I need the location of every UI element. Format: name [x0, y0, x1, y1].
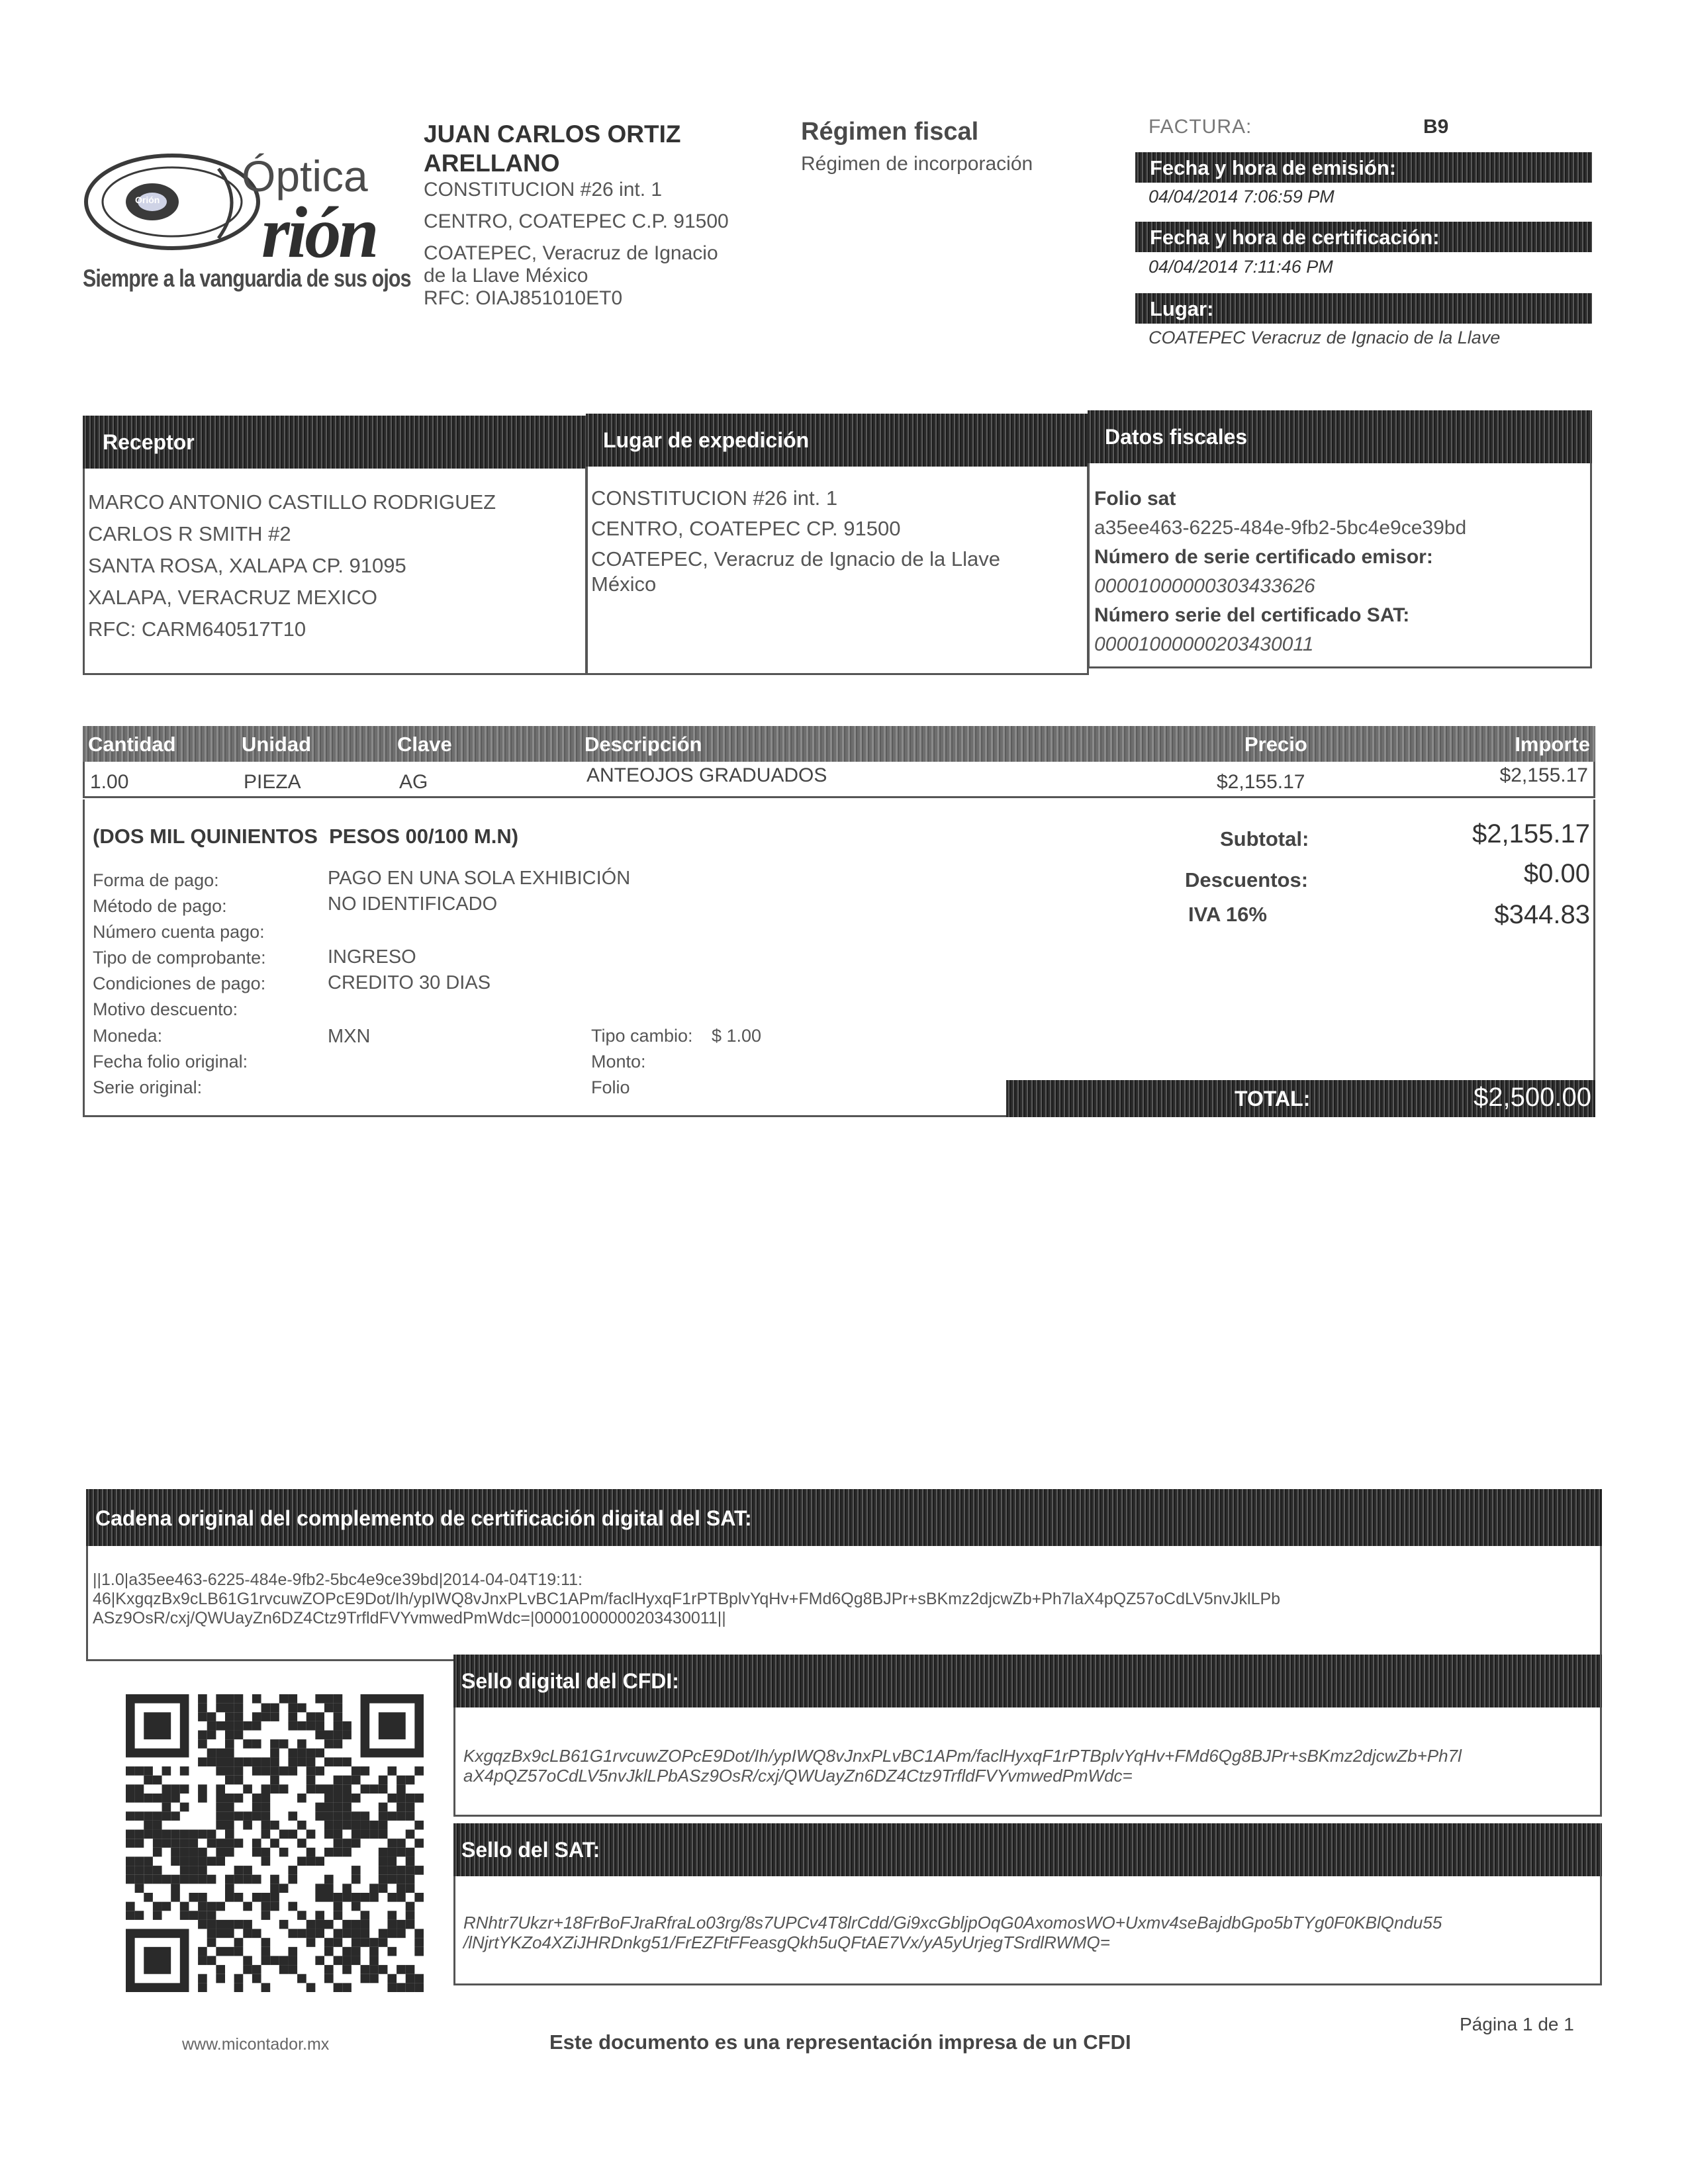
issuer-rfc: RFC: OIAJ851010ET0	[424, 287, 623, 309]
total-value: $2,500.00	[1474, 1083, 1591, 1112]
motivo-descuento-label: Motivo descuento:	[93, 999, 238, 1019]
issuer-address-line1: CONSTITUCION #26 int. 1	[424, 179, 663, 201]
logo-badge-text: Orión	[135, 195, 160, 205]
forma-pago-label: Forma de pago:	[93, 870, 219, 890]
condiciones-label: Condiciones de pago:	[93, 974, 266, 993]
serie-sat-value: 00001000000203430011	[1094, 633, 1314, 655]
logo-brand-top: Óptica	[242, 152, 368, 201]
serie-emisor-value: 00001000000303433626	[1094, 575, 1315, 597]
descuentos-value: $0.00	[1523, 859, 1590, 888]
amount-in-words: (DOS MIL QUINIENTOS PESOS 00/100 M.N)	[93, 825, 519, 848]
regimen-block	[801, 118, 1132, 175]
sello-cfdi-line1: KxgqzBx9cLB61G1rvcuwZOPcE9Dot/Ih/ypIWQ8vJnxPLvBC1APm/faclHyxqF1rPTBplvYqHv+FMd6Qg8BJPr+sBKmz2djcwZb+Ph7l	[463, 1746, 1462, 1766]
receptor-colony: SANTA ROSA, XALAPA CP. 91095	[88, 554, 406, 577]
total-label: TOTAL:	[1235, 1087, 1311, 1111]
expedicion-colony: CENTRO, COATEPEC CP. 91500	[591, 517, 901, 540]
expedicion-title: Lugar de expedición	[603, 428, 810, 452]
serie-original-label: Serie original:	[93, 1077, 203, 1097]
fecha-folio-label: Fecha folio original:	[93, 1052, 248, 1071]
regimen-title: Régimen fiscal	[801, 118, 979, 146]
issuer-block	[424, 120, 794, 310]
descuentos-label: Descuentos:	[1185, 868, 1309, 891]
issuer-address-line4: de la Llave México	[424, 265, 588, 287]
cadena-title: Cadena original del complemento de certificación digital del SAT:	[95, 1506, 752, 1530]
col-cantidad: Cantidad	[88, 733, 176, 756]
datos-fiscales-lines	[1094, 484, 1466, 659]
sello-cfdi-header	[453, 1655, 1602, 1707]
iva-value: $344.83	[1494, 900, 1590, 929]
subtotal-value: $2,155.17	[1472, 819, 1590, 848]
lugar-value: COATEPEC Veracruz de Ignacio de la Llave	[1149, 328, 1501, 347]
row-precio: $2,155.17	[1217, 771, 1305, 793]
cuenta-pago-label: Número cuenta pago:	[93, 922, 265, 942]
factura-number: B9	[1423, 116, 1449, 138]
datos-fiscales-title: Datos fiscales	[1105, 425, 1248, 449]
col-importe: Importe	[1515, 733, 1590, 756]
items-table-header	[83, 726, 1595, 762]
receptor-rfc: RFC: CARM640517T10	[88, 617, 306, 641]
iva-label: IVA 16%	[1188, 903, 1267, 926]
tipo-comprobante-label: Tipo de comprobante:	[93, 948, 266, 968]
expedicion-city: COATEPEC, Veracruz de Ignacio de la Llave	[591, 547, 1001, 570]
receptor-lines	[88, 486, 496, 645]
cadena-line3: ASz9OsR/cxj/QWUayZn6DZ4Ctz9TrfldFVYvmwedPmWdc=|00001000000203430011||	[93, 1609, 726, 1627]
issuer-address-line3: COATEPEC, Veracruz de Ignacio	[424, 242, 718, 264]
condiciones-value: CREDITO 30 DIAS	[328, 972, 491, 993]
qr-code	[126, 1694, 424, 1992]
metodo-pago-value: NO IDENTIFICADO	[328, 893, 498, 915]
cadena-line1: ||1.0|a35ee463-6225-484e-9fb2-5bc4e9ce39bd|2014-04-04T19:11:	[93, 1570, 583, 1589]
col-unidad: Unidad	[242, 733, 312, 756]
receptor-header	[83, 416, 587, 469]
receptor-city: XALAPA, VERACRUZ MEXICO	[88, 586, 377, 609]
footer-website: www.micontador.mx	[182, 2035, 330, 2054]
emision-header	[1135, 152, 1592, 183]
col-descripcion: Descripción	[585, 733, 702, 756]
issuer-name-line1: JUAN CARLOS ORTIZ	[424, 120, 681, 148]
serie-sat-label: Número serie del certificado SAT:	[1094, 604, 1410, 626]
certificacion-label: Fecha y hora de certificación:	[1150, 226, 1440, 249]
logo-slogan: Siempre a la vanguardia de sus ojos	[83, 265, 411, 292]
folio-sat-value: a35ee463-6225-484e-9fb2-5bc4e9ce39bd	[1094, 517, 1467, 539]
forma-pago-value: PAGO EN UNA SOLA EXHIBICIÓN	[328, 868, 631, 889]
monto-label: Monto:	[591, 1052, 646, 1071]
row-importe: $2,155.17	[1499, 764, 1588, 786]
regimen-value: Régimen de incorporación	[801, 153, 1033, 175]
total-bar	[1006, 1080, 1595, 1117]
emision-label: Fecha y hora de emisión:	[1150, 156, 1397, 179]
expedicion-street: CONSTITUCION #26 int. 1	[591, 486, 838, 510]
receptor-street: CARLOS R SMITH #2	[88, 522, 291, 545]
qr-code-icon	[126, 1694, 424, 1992]
row-clave: AG	[399, 771, 428, 793]
lugar-label: Lugar:	[1150, 297, 1214, 320]
cadena-line2: 46|KxgqzBx9cLB61G1rvcuwZOPcE9Dot/Ih/ypIWQ8vJnxPLvBC1APm/faclHyxqF1rPTBplvYqHv+FMd6Qg8BJPr+sBKmz2djcwZb+Ph7laX4pQZ57oCdLV5nvJklLPb	[93, 1590, 1281, 1608]
issuer-name-line2: ARELLANO	[424, 150, 560, 177]
sello-cfdi-text	[463, 1746, 1462, 1786]
moneda-label: Moneda:	[93, 1026, 163, 1046]
metodo-pago-label: Método de pago:	[93, 896, 227, 916]
receptor-name: MARCO ANTONIO CASTILLO RODRIGUEZ	[88, 490, 496, 514]
cadena-header	[86, 1489, 1602, 1546]
sello-cfdi-title: Sello digital del CFDI:	[461, 1669, 679, 1693]
footer-page: Página 1 de 1	[1460, 2014, 1574, 2034]
emision-value: 04/04/2014 7:06:59 PM	[1149, 187, 1335, 206]
cadena-text	[93, 1570, 1280, 1628]
serie-emisor-label: Número de serie certificado emisor:	[1094, 546, 1433, 568]
sello-sat-title: Sello del SAT:	[461, 1838, 600, 1862]
issuer-address-line2: CENTRO, COATEPEC C.P. 91500	[424, 210, 729, 232]
tipo-comprobante-value: INGRESO	[328, 946, 416, 968]
factura-label: FACTURA:	[1149, 116, 1252, 138]
folio-label: Folio	[591, 1077, 630, 1097]
sello-sat-header	[453, 1823, 1602, 1876]
lugar-header	[1135, 293, 1592, 324]
footer-disclaimer: Este documento es una representación impresa de un CFDI	[549, 2030, 1131, 2054]
sello-cfdi-line2: aX4pQZ57oCdLV5nvJklLPbASz9OsR/cxj/QWUayZn6DZ4Ctz9TrfldFVYvmwedPmWdc=	[463, 1766, 1133, 1786]
receptor-title: Receptor	[103, 430, 195, 454]
sello-sat-text	[463, 1913, 1442, 1952]
row-descripcion: ANTEOJOS GRADUADOS	[586, 764, 827, 786]
sello-sat-line1: RNhtr7Ukzr+18FrBoFJraRfraLo03rg/8s7UPCv4T8lrCdd/Gi9xcGbljpOqG0AxomosWO+Uxmv4seBajdbGpo5bTYg0F0KBlQndu55	[463, 1913, 1442, 1933]
expedicion-lines	[591, 483, 1000, 594]
datos-fiscales-header	[1088, 410, 1592, 463]
tipo-cambio-value: $ 1.00	[712, 1026, 762, 1046]
tipo-cambio-label: Tipo cambio:	[591, 1026, 693, 1046]
sello-sat-line2: /lNjrtYKZo4XZiJHRDnkg51/FrEZFtFFeasgQkh5uQFtAE7Vx/yA5yUrjegTSrdlRWMQ=	[463, 1933, 1110, 1952]
expedicion-header	[586, 414, 1089, 467]
logo-brand-main: rión	[261, 192, 377, 273]
expedicion-country: México	[591, 572, 657, 596]
col-precio: Precio	[1244, 733, 1307, 756]
row-unidad: PIEZA	[244, 771, 301, 793]
row-cantidad: 1.00	[90, 771, 129, 793]
folio-sat-label: Folio sat	[1094, 488, 1176, 510]
table-row	[83, 762, 1595, 798]
moneda-value: MXN	[328, 1026, 371, 1047]
subtotal-label: Subtotal:	[1220, 827, 1309, 850]
col-clave: Clave	[397, 733, 452, 756]
certificacion-header	[1135, 222, 1592, 252]
certificacion-value: 04/04/2014 7:11:46 PM	[1149, 257, 1333, 277]
